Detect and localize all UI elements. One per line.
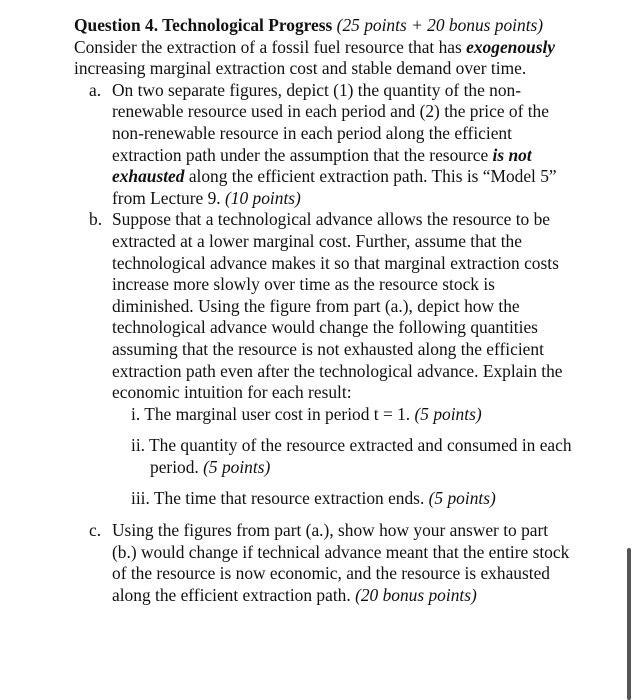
subitem-text: ii. The quantity of the resource extracted and consumed in each period. [131, 435, 572, 477]
part-c-points: (20 bonus points) [355, 584, 477, 605]
part-a-text-2: along the efficient extraction path. This is “Model 5” from Lecture 9. [112, 166, 557, 208]
subitem-points: (5 points) [428, 488, 496, 509]
part-b-subitem-iii [74, 488, 574, 510]
question-header [74, 15, 574, 37]
intro-text-2: increasing marginal extraction cost and stable demand over time. [74, 58, 527, 79]
part-c-text: Using the figures from part (a.), show how your answer to part (b.) would change if technical advance meant that the entire stock of the resource is now economic, and the resource is exhausted along the efficient extraction path. [112, 520, 570, 605]
intro-emphasis: exogenously [466, 36, 556, 57]
part-c-marker: c. [89, 520, 102, 541]
question-document [74, 15, 574, 606]
subitem-points: (5 points) [414, 403, 482, 424]
part-b [74, 209, 574, 403]
question-intro [74, 37, 574, 80]
part-b-subitem-i [74, 404, 574, 426]
subitem-text: iii. The time that resource extraction ends. [131, 488, 429, 509]
part-c [74, 520, 574, 606]
part-a-points: (10 points) [225, 187, 301, 208]
question-title: Question 4. Technological Progress [74, 15, 333, 35]
part-b-text: Suppose that a technological advance allows the resource to be extracted at a lower marginal cost. Further, assume that the technological advance makes it so that marginal extraction costs increase more slowly over time as the resource stock is diminished. Using the figure from part (a.), depict how the technological advance would change the following quantities assuming that the resource is not exhausted along the efficient extraction path even after the technological advance. Explain the economic intuition for each result: [112, 209, 563, 403]
part-a-emphasis: is not exhausted [112, 144, 532, 187]
question-points: (25 points + 20 bonus points) [336, 15, 544, 35]
vertical-scrollbar[interactable] [627, 548, 631, 700]
part-a-marker: a. [89, 79, 102, 100]
subitem-points: (5 points) [203, 456, 271, 477]
subitem-text: i. The marginal user cost in period t = 1. [131, 403, 415, 424]
part-a [74, 80, 574, 210]
intro-text-1: Consider the extraction of a fossil fuel resource that has [74, 36, 467, 57]
part-b-subitem-ii [74, 435, 574, 478]
part-b-marker: b. [89, 209, 103, 230]
part-a-text-1: On two separate figures, depict (1) the quantity of the non-renewable resource used in each period and (2) the price of the non-renewable resource in each period along the efficient extraction path under the assumption that the resource [112, 79, 549, 165]
